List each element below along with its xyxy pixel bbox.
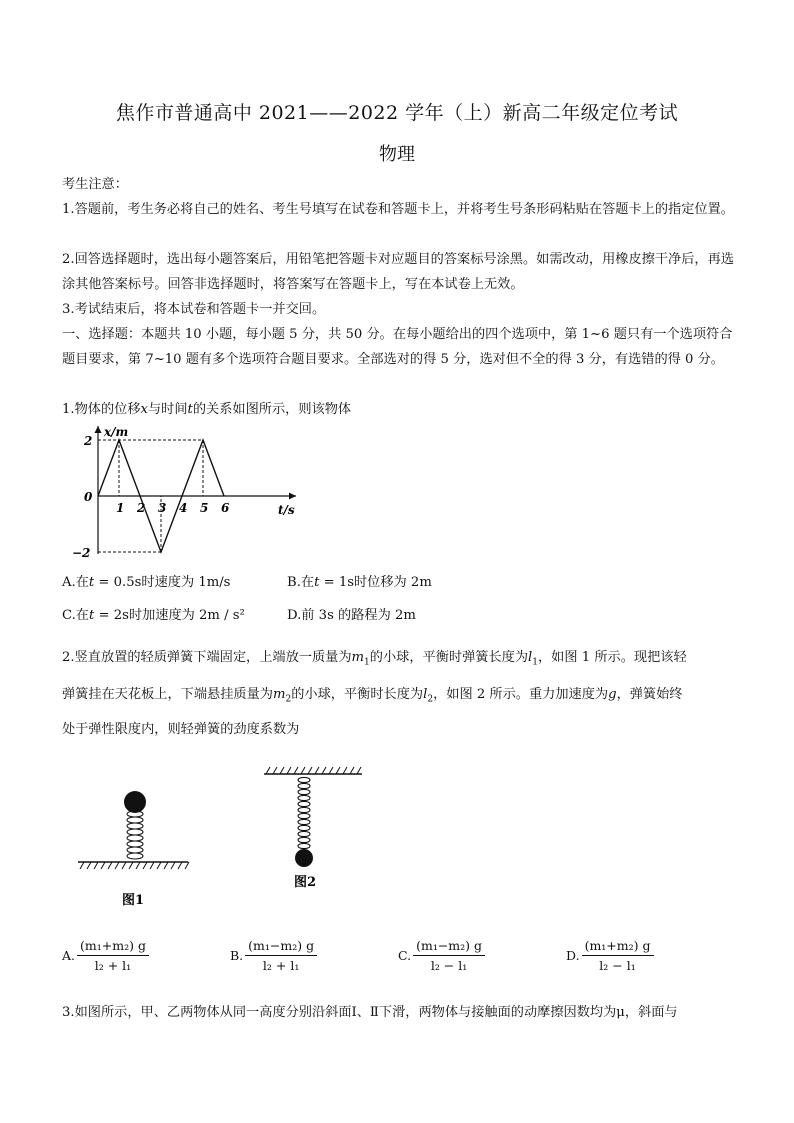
floor-hatching — [80, 862, 189, 869]
figure-2-label: 图2 — [294, 875, 317, 890]
x-tick-label: 5 — [200, 501, 209, 515]
y-tick-label: 2 — [84, 434, 93, 448]
q2-stem-line-1: 2.竖直放置的轻质弹簧下端固定，上端放一质量为$m_1$的小球，平衡时弹簧长度为$l_1$，如图 1 所示。现把该轻 — [62, 650, 687, 668]
q3-stem: 3.如图所示，甲、乙两物体从同一高度分别沿斜面Ⅰ、Ⅱ下滑，两物体与接触面的动摩擦因数均为μ，斜面与 — [62, 1005, 678, 1020]
y-tick-label: −2 — [72, 546, 91, 560]
q1-option-a: A.在t = 0.5s时速度为 1m/s — [62, 575, 231, 590]
ceiling-hatching — [266, 767, 361, 774]
section-intro: 一、选择题：本题共 10 小题，每小题 5 分，共 50 分。在每小题给出的四个选项中，第 1~6 题只有一个选项符合题目要求，第 7~10 题有多个选项符合题目要求。全部选对的得 5 分，选对但不全的得 3 分，有选错的得 0 分。 — [62, 327, 733, 367]
q2-stem-line-3: 处于弹性限度内，则轻弹簧的劲度系数为 — [62, 722, 300, 737]
x-tick-label: 1 — [116, 501, 125, 515]
q2-option-d: D. $\frac{\text{(m₁+m₂) g}}{\text{l₂ − l₁}}$ — [566, 938, 654, 973]
q2-stem-line-2: 弹簧挂在天花板上，下端悬挂质量为$m_2$的小球，平衡时长度为$l_2$，如图 2 所示。重力加速度为g，弹簧始终 — [62, 687, 683, 705]
q1-option-d: D.前 3s 的路程为 2m — [287, 608, 416, 623]
notice-heading: 考生注意： — [62, 177, 128, 192]
exam-title: 焦作市普通高中 2021——2022 学年（上）新高二年级定位考试 — [115, 102, 679, 124]
q2-figure-2 — [258, 758, 368, 898]
ball — [124, 791, 146, 813]
x-tick-label: 4 — [179, 501, 188, 515]
q1-stem: 1.物体的位移x与时间t的关系如图所示，则该物体 — [62, 402, 352, 417]
q1-option-b: B.在t = 1s时位移为 2m — [287, 575, 432, 590]
x-tick-label: 6 — [221, 501, 230, 515]
y-axis-label: x/m — [104, 425, 129, 439]
origin-label: 0 — [84, 490, 93, 504]
q2-figure-1 — [70, 780, 200, 910]
x-axis-label: t/s — [278, 503, 295, 517]
q1-option-c: C.在t = 2s时加速度为 2m / s² — [62, 608, 245, 623]
spring — [298, 777, 310, 848]
exam-subject: 物理 — [379, 144, 415, 165]
x-tick-label: 2 — [137, 501, 146, 515]
notice-item-1: 1.答题前，考生务必将自己的姓名、考生号填写在试卷和答题卡上，并将考生号条形码粘贴在答题卡上的指定位置。 — [62, 202, 734, 217]
x-tick-label: 3 — [158, 501, 167, 515]
q2-option-a: A. $\frac{\text{(m₁+m₂) g}}{\text{l₂ + l₁}}$ — [62, 938, 149, 973]
spring — [127, 811, 143, 859]
x-tick-labels — [116, 501, 230, 515]
figure-1-label: 图1 — [122, 893, 145, 908]
ball — [295, 849, 313, 867]
notice-item-3: 3.考试结束后，将本试卷和答题卡一并交回。 — [62, 302, 326, 317]
notice-item-2: 2.回答选择题时，选出每小题答案后，用铅笔把答题卡对应题目的答案标号涂黑。如需改动，用橡皮擦干净后，再选涂其他答案标号。回答非选择题时，将答案写在答题卡上，写在本试卷上无效。 — [62, 252, 734, 292]
q2-option-c: C. $\frac{\text{(m₁−m₂) g}}{\text{l₂ − l₁}}$ — [398, 938, 485, 973]
q2-option-b: B. $\frac{\text{(m₁−m₂) g}}{\text{l₂ + l₁}}$ — [230, 938, 317, 973]
q1-graph — [70, 420, 310, 560]
